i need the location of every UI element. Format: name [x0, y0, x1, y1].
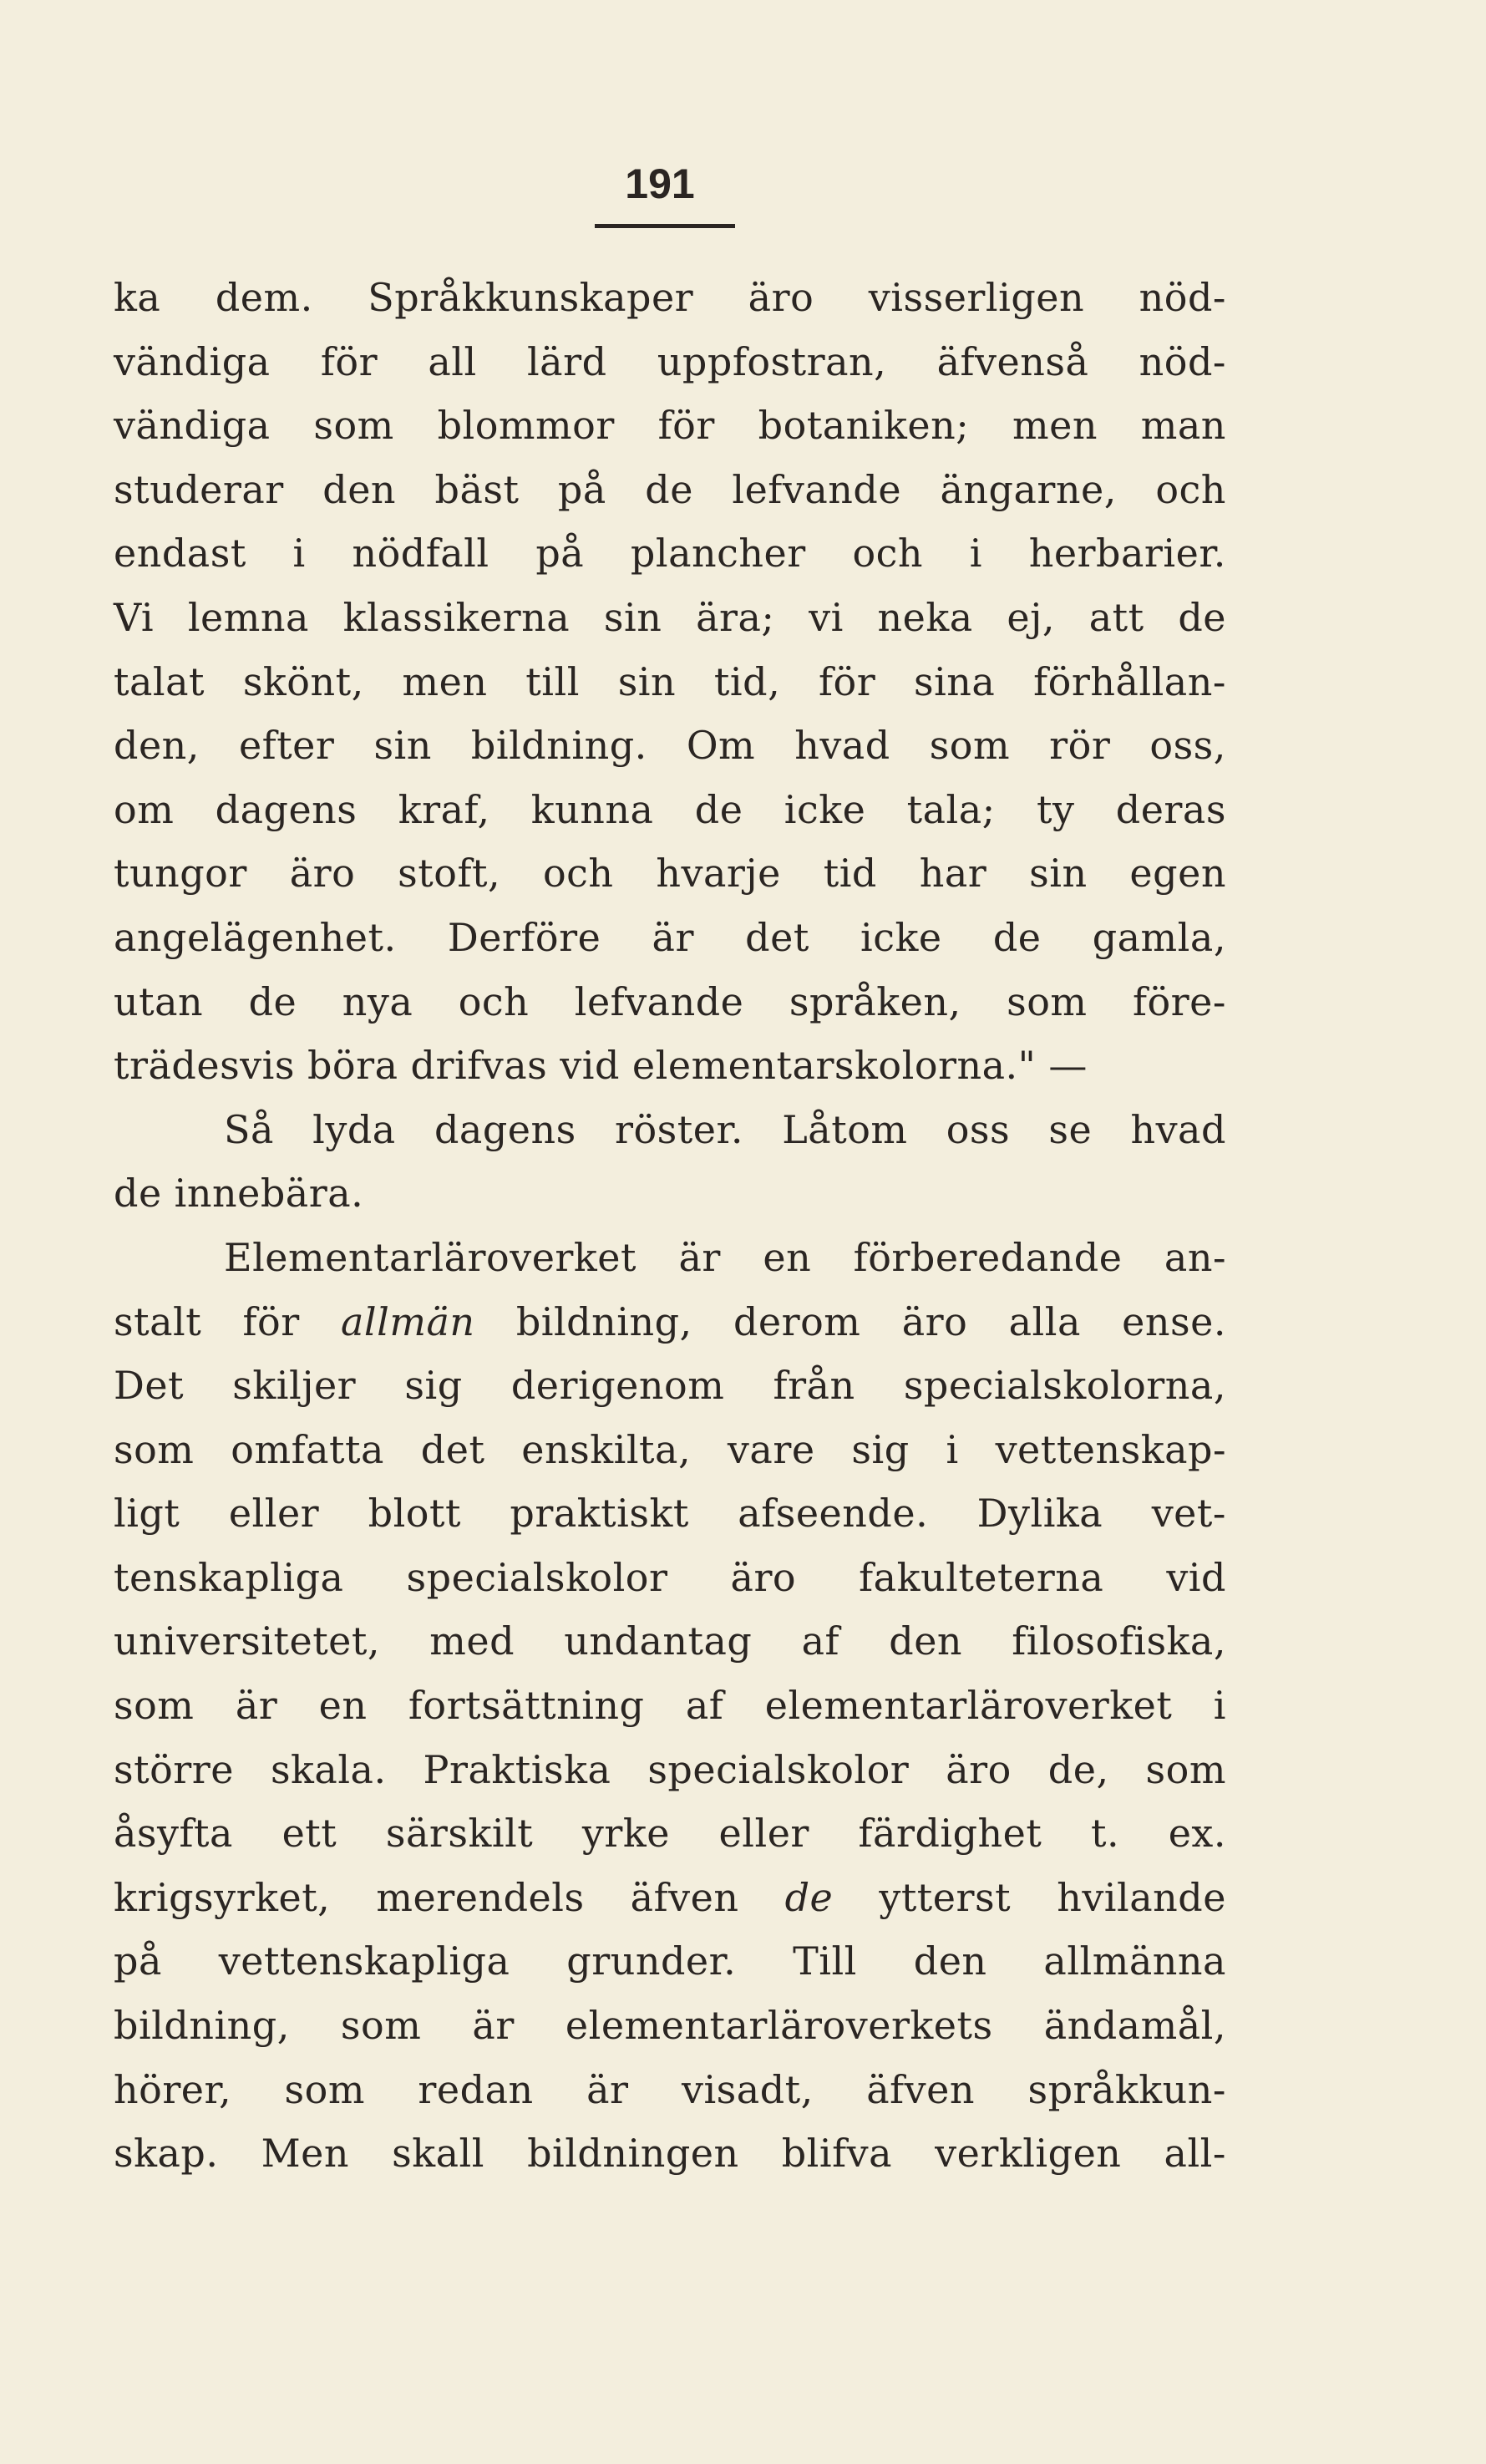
word: Dylika [976, 1491, 1103, 1537]
word: men [1012, 403, 1098, 449]
word: bildning, [114, 2003, 290, 2049]
text-line [114, 906, 1226, 970]
word: sin [373, 723, 432, 769]
word: vändiga [114, 338, 271, 384]
word: Så [224, 1106, 274, 1152]
word: skap. [114, 2131, 219, 2177]
word: vettenskap- [995, 1426, 1226, 1472]
word: herbarier. [1028, 531, 1226, 577]
text-line [114, 521, 1226, 586]
word: som [284, 2066, 365, 2112]
word: derom [733, 1298, 861, 1344]
text-line [114, 1866, 1226, 1930]
text-line [114, 394, 1226, 458]
word: angelägenhet. [114, 914, 397, 960]
word: tenskapliga [114, 1554, 344, 1600]
word: ense. [1122, 1298, 1226, 1344]
text-line [114, 1418, 1226, 1482]
word: äro [901, 1298, 968, 1344]
word: elementarläroverkets [565, 2003, 993, 2049]
word: de [784, 1874, 834, 1920]
word: lemna [187, 594, 309, 640]
text-line [114, 1801, 1226, 1866]
word: egen [1129, 851, 1226, 897]
word: på [557, 466, 606, 512]
word: är [586, 2066, 629, 2112]
word: sig [404, 1363, 463, 1409]
word: utan [114, 978, 204, 1024]
word: studerar [114, 466, 284, 512]
word: oss [946, 1106, 1011, 1152]
word: vet- [1151, 1491, 1226, 1537]
word: som [114, 1683, 195, 1729]
word: språken, [789, 978, 961, 1024]
word: Om [686, 723, 756, 769]
word: Till [793, 1938, 857, 1984]
text-line [114, 1994, 1226, 2058]
word: grunder. [566, 1938, 737, 1984]
word: tungor [114, 851, 247, 897]
word: dagens [434, 1106, 576, 1152]
word: endast [114, 531, 246, 577]
word: filosofiska, [1012, 1618, 1226, 1664]
text-line [114, 778, 1226, 842]
text-line [114, 970, 1226, 1034]
word: förberedande [853, 1234, 1123, 1280]
word: hvilande [1057, 1874, 1226, 1920]
text-line [114, 586, 1226, 650]
word: men [402, 658, 488, 704]
word: äro [730, 1554, 797, 1600]
word: allmän [341, 1298, 475, 1344]
word: hvarje [656, 851, 781, 897]
word: röster. [614, 1106, 744, 1152]
word: den [889, 1618, 963, 1664]
word: praktiskt [510, 1491, 689, 1537]
word: nya [342, 978, 413, 1024]
word: de [248, 978, 297, 1024]
word: trädesvis [114, 1043, 295, 1089]
word: icke [784, 786, 866, 832]
word: språkkun- [1027, 2066, 1226, 2112]
word: blott [368, 1491, 461, 1537]
word: dagens [215, 786, 358, 832]
word: bildning, [515, 1298, 692, 1344]
word: omfatta [231, 1426, 384, 1472]
word: allmänna [1043, 1938, 1226, 1984]
word: an- [1164, 1234, 1226, 1280]
word: hvad [794, 723, 890, 769]
word: de [645, 466, 693, 512]
text-line [114, 1034, 1226, 1098]
word: böra [307, 1043, 398, 1089]
word: — [1048, 1043, 1088, 1089]
word: vare [727, 1426, 815, 1472]
word: Det [114, 1363, 185, 1409]
word: elementarskolorna." [631, 1043, 1037, 1089]
word: hörer, [114, 2066, 232, 2112]
word: afseende. [738, 1491, 929, 1537]
word: på [114, 1938, 162, 1984]
word: det [420, 1426, 485, 1472]
word: i [292, 531, 306, 577]
word: ett [281, 1811, 337, 1857]
word: åsyfta [114, 1811, 233, 1857]
word: som [313, 403, 394, 449]
word: den, [114, 723, 200, 769]
word: med [429, 1618, 515, 1664]
word: större [114, 1746, 234, 1792]
body-text [114, 266, 1226, 2186]
word: sig [851, 1426, 910, 1472]
word: och [852, 531, 924, 577]
word: bildning. [470, 723, 647, 769]
text-line [114, 1674, 1226, 1738]
word: kunna [530, 786, 654, 832]
text-line [114, 1354, 1226, 1418]
word: ka [114, 275, 161, 320]
word: sin [1029, 851, 1088, 897]
word: i [969, 531, 982, 577]
word: att [1088, 594, 1144, 640]
word: vändiga [114, 403, 271, 449]
word: förhållan- [1033, 658, 1226, 704]
word: enskilta, [521, 1426, 692, 1472]
word: sin [617, 658, 677, 704]
word: det [745, 914, 809, 960]
word: blifva [781, 2131, 893, 2177]
word: oss, [1149, 723, 1226, 769]
word: särskilt [385, 1811, 534, 1857]
text-line [114, 1290, 1226, 1354]
word: stoft, [398, 851, 501, 897]
word: och [1155, 466, 1226, 512]
word: tid, [713, 658, 781, 704]
text-line [114, 266, 1226, 330]
word: skala. [270, 1746, 387, 1792]
word: vettenskapliga [218, 1938, 510, 1984]
word: af [685, 1683, 724, 1729]
word: man [1140, 403, 1226, 449]
word: sina [913, 658, 996, 704]
word: ej, [1007, 594, 1055, 640]
text-line [114, 1546, 1226, 1610]
word: se [1048, 1106, 1093, 1152]
word: rör [1049, 723, 1111, 769]
word: äfven [630, 1874, 739, 1920]
word: och [458, 978, 530, 1024]
word: ligt [114, 1491, 180, 1537]
word: ära; [696, 594, 775, 640]
text-line [114, 714, 1226, 778]
word: Praktiska [423, 1746, 611, 1792]
word: verkligen [935, 2131, 1122, 2177]
word: krigsyrket, [114, 1874, 331, 1920]
text-line [114, 650, 1226, 714]
text-line [114, 2121, 1226, 2186]
text-line [114, 1481, 1226, 1546]
word: är [235, 1683, 278, 1729]
text-line [114, 1929, 1226, 1994]
word: äfvenså [936, 338, 1089, 384]
text-line [114, 841, 1226, 906]
word: kraf, [398, 786, 490, 832]
word: blommor [437, 403, 615, 449]
word: för [818, 658, 876, 704]
text-line [114, 330, 1226, 394]
word: om [114, 786, 175, 832]
word: undantag [564, 1618, 753, 1664]
word: nöd- [1139, 275, 1226, 320]
text-line [114, 1609, 1226, 1674]
word: klassikerna [342, 594, 571, 640]
word: och [542, 851, 614, 897]
word: den [913, 1938, 987, 1984]
word: för [657, 403, 715, 449]
text-line [114, 2058, 1226, 2122]
word: visadt, [681, 2066, 814, 2112]
word: Språkkunskaper [368, 275, 694, 320]
word: ex. [1168, 1811, 1226, 1857]
word: Men [261, 2131, 350, 2177]
word: är [678, 1234, 721, 1280]
word: ändamål, [1043, 2003, 1226, 2049]
word: tid [823, 851, 877, 897]
word: färdighet [858, 1811, 1042, 1857]
word: skönt, [242, 658, 364, 704]
word: den [322, 466, 397, 512]
word: eller [228, 1491, 320, 1537]
word: efter [238, 723, 335, 769]
word: lärd [526, 338, 607, 384]
word: all- [1164, 2131, 1226, 2177]
word: äro [946, 1746, 1012, 1792]
word: lyda [312, 1106, 396, 1152]
word: yrke [581, 1811, 670, 1857]
text-line [114, 1098, 1226, 1162]
word: neka [877, 594, 973, 640]
word: vi [809, 594, 844, 640]
page-number: 191 [625, 160, 695, 207]
word: som [1007, 978, 1088, 1024]
word: af [801, 1618, 840, 1664]
word: derigenom [510, 1363, 725, 1409]
word: Vi [114, 594, 155, 640]
word: deras [1115, 786, 1226, 832]
word: de [992, 914, 1042, 960]
word: tala; [906, 786, 996, 832]
word: är [472, 2003, 515, 2049]
word: äfven [866, 2066, 976, 2112]
text-line [114, 1226, 1226, 1290]
word: plancher [630, 531, 806, 577]
word: universitetet, [114, 1618, 381, 1664]
word: före- [1132, 978, 1226, 1024]
word: de [1178, 594, 1226, 640]
word: all [428, 338, 477, 384]
word: stalt [114, 1298, 202, 1344]
word: Låtom [782, 1106, 908, 1152]
word: uppfostran, [657, 338, 887, 384]
word: vid [1166, 1554, 1226, 1600]
word: eller [718, 1811, 809, 1857]
word: specialskolor [647, 1746, 910, 1792]
word: icke [860, 914, 942, 960]
word: ängarne, [940, 466, 1117, 512]
word: som [340, 2003, 422, 2049]
word: en [318, 1683, 368, 1729]
word: nödfall [352, 531, 489, 577]
word: är [652, 914, 694, 960]
word: på [535, 531, 585, 577]
word: fortsättning [408, 1683, 645, 1729]
word: merendels [376, 1874, 585, 1920]
word: botaniken; [758, 403, 970, 449]
word: ytterst [879, 1874, 1012, 1920]
word: äro [748, 275, 814, 320]
word: vid [560, 1043, 620, 1089]
word: drifvas [410, 1043, 548, 1089]
word: de [694, 786, 743, 832]
text-line [114, 1161, 1226, 1226]
word: för [320, 338, 378, 384]
word: de [114, 1171, 162, 1217]
word: bäst [434, 466, 520, 512]
word: i [1213, 1683, 1226, 1729]
word: Elementarläroverket [224, 1234, 636, 1280]
word: bildningen [527, 2131, 739, 2177]
word: som [929, 723, 1011, 769]
word: äro [289, 851, 356, 897]
word: t. [1090, 1811, 1120, 1857]
word: skiljer [232, 1363, 357, 1409]
word: till [525, 658, 580, 704]
word: talat [114, 658, 205, 704]
word: skall [392, 2131, 484, 2177]
word: Derföre [447, 914, 601, 960]
word: fakulteterna [859, 1554, 1104, 1600]
word: specialskolor [406, 1554, 668, 1600]
word: visserligen [868, 275, 1085, 320]
word: i [946, 1426, 959, 1472]
word: gamla, [1092, 914, 1226, 960]
page-number-rule [595, 224, 735, 228]
text-line [114, 458, 1226, 522]
word: som [1145, 1746, 1226, 1792]
word: en [763, 1234, 812, 1280]
word: sin [603, 594, 662, 640]
word: lefvande [574, 978, 744, 1024]
word: innebära. [174, 1171, 364, 1217]
word: från [773, 1363, 855, 1409]
word: nöd- [1139, 338, 1226, 384]
word: som [114, 1426, 195, 1472]
word: specialskolorna, [903, 1363, 1226, 1409]
word: alla [1008, 1298, 1081, 1344]
word: redan [418, 2066, 534, 2112]
word: ty [1036, 786, 1075, 832]
word: hvad [1130, 1106, 1226, 1152]
word: för [242, 1298, 300, 1344]
word: har [919, 851, 987, 897]
word: elementarläroverket [764, 1683, 1173, 1729]
word: de, [1047, 1746, 1109, 1792]
word: lefvande [732, 466, 902, 512]
word: dem. [215, 275, 313, 320]
text-line [114, 1738, 1226, 1802]
